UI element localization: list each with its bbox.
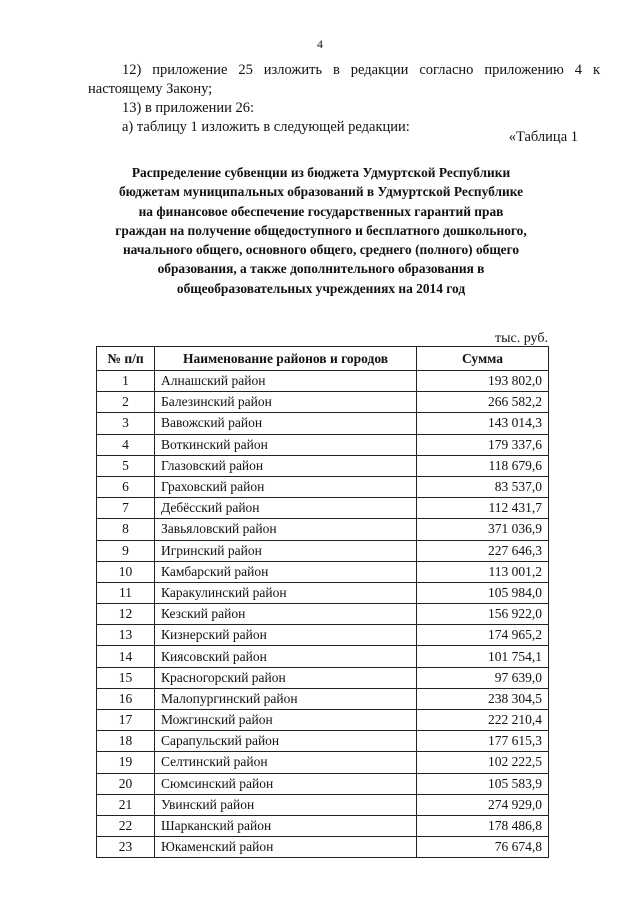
row-number: 5 [97, 455, 155, 476]
row-number: 9 [97, 540, 155, 561]
amount-value: 83 537,0 [417, 476, 549, 497]
district-name: Граховский район [155, 476, 417, 497]
table-row [97, 773, 549, 794]
amount-value: 222 210,4 [417, 710, 549, 731]
row-number: 22 [97, 815, 155, 836]
amount-value: 227 646,3 [417, 540, 549, 561]
amount-value: 266 582,2 [417, 392, 549, 413]
row-number: 17 [97, 710, 155, 731]
district-name: Селтинский район [155, 752, 417, 773]
district-name: Завьяловский район [155, 519, 417, 540]
amount-value: 238 304,5 [417, 688, 549, 709]
table-row [97, 667, 549, 688]
table-row [97, 455, 549, 476]
district-name: Сарапульский район [155, 731, 417, 752]
row-number: 10 [97, 561, 155, 582]
row-number: 19 [97, 752, 155, 773]
amount-value: 143 014,3 [417, 413, 549, 434]
row-number: 2 [97, 392, 155, 413]
district-name: Можгинский район [155, 710, 417, 731]
amount-value: 105 984,0 [417, 582, 549, 603]
header-name: Наименование районов и городов [155, 347, 417, 371]
district-name: Красногорский район [155, 667, 417, 688]
table-row [97, 815, 549, 836]
row-number: 12 [97, 604, 155, 625]
row-number: 21 [97, 794, 155, 815]
amount-value: 156 922,0 [417, 604, 549, 625]
table-row [97, 837, 549, 858]
header-amount: Сумма [417, 347, 549, 371]
district-name: Сюмсинский район [155, 773, 417, 794]
document-title: Распределение субвенции из бюджета Удмуртской Республики бюджетам муниципальных образований в Удмуртской Республике на финансовое обеспечение государственных гарантий прав граждан на получение общедоступного и бесплатного дошкольного, начального общего, основного общего, среднего (полного) общего образования, а также дополнительного образования в общеобразовательных учреждениях на 2014 год [115, 165, 527, 296]
row-number: 1 [97, 371, 155, 392]
row-number: 6 [97, 476, 155, 497]
amount-value: 178 486,8 [417, 815, 549, 836]
row-number: 8 [97, 519, 155, 540]
amount-value: 371 036,9 [417, 519, 549, 540]
district-name: Шарканский район [155, 815, 417, 836]
amount-value: 177 615,3 [417, 731, 549, 752]
table-row [97, 688, 549, 709]
row-number: 18 [97, 731, 155, 752]
table-row [97, 731, 549, 752]
subsidy-table [96, 346, 549, 858]
district-name: Юкаменский район [155, 837, 417, 858]
row-number: 15 [97, 667, 155, 688]
amount-value: 193 802,0 [417, 371, 549, 392]
unit-label: тыс. руб. [495, 331, 548, 346]
row-number: 4 [97, 434, 155, 455]
amount-value: 97 639,0 [417, 667, 549, 688]
district-name: Игринский район [155, 540, 417, 561]
district-name: Увинский район [155, 794, 417, 815]
table-row [97, 540, 549, 561]
amount-value: 102 222,5 [417, 752, 549, 773]
paragraph-item-13: 13) в приложении 26: [122, 100, 255, 116]
table-row [97, 434, 549, 455]
amount-value: 76 674,8 [417, 837, 549, 858]
district-name: Камбарский район [155, 561, 417, 582]
row-number: 3 [97, 413, 155, 434]
table-row [97, 625, 549, 646]
paragraph-item-12: 12) приложение 25 изложить в редакции согласно приложению 4 к настоящему Закону; [88, 62, 600, 97]
table-row [97, 710, 549, 731]
row-number: 16 [97, 688, 155, 709]
district-name: Киясовский район [155, 646, 417, 667]
row-number: 23 [97, 837, 155, 858]
amount-value: 112 431,7 [417, 498, 549, 519]
table-row [97, 582, 549, 603]
table-row [97, 646, 549, 667]
row-number: 11 [97, 582, 155, 603]
amount-value: 274 929,0 [417, 794, 549, 815]
row-number: 14 [97, 646, 155, 667]
district-name: Воткинский район [155, 434, 417, 455]
amount-value: 113 001,2 [417, 561, 549, 582]
district-name: Малопургинский район [155, 688, 417, 709]
table-reference: «Таблица 1 [508, 129, 578, 145]
table-row [97, 561, 549, 582]
district-name: Балезинский район [155, 392, 417, 413]
district-name: Дебёсский район [155, 498, 417, 519]
amount-value: 101 754,1 [417, 646, 549, 667]
table-row [97, 752, 549, 773]
table-row [97, 794, 549, 815]
district-name: Кезский район [155, 604, 417, 625]
amount-value: 174 965,2 [417, 625, 549, 646]
table-row [97, 498, 549, 519]
table-row [97, 604, 549, 625]
district-name: Кизнерский район [155, 625, 417, 646]
district-name: Алнашский район [155, 371, 417, 392]
row-number: 13 [97, 625, 155, 646]
amount-value: 179 337,6 [417, 434, 549, 455]
table-row [97, 371, 549, 392]
page-number: 4 [317, 37, 323, 51]
district-name: Глазовский район [155, 455, 417, 476]
table-row [97, 413, 549, 434]
district-name: Вавожский район [155, 413, 417, 434]
header-number: № п/п [97, 347, 155, 371]
table-row [97, 519, 549, 540]
amount-value: 105 583,9 [417, 773, 549, 794]
table-header-row [97, 347, 549, 371]
amount-value: 118 679,6 [417, 455, 549, 476]
paragraph-item-13a: а) таблицу 1 изложить в следующей редакции: [122, 119, 410, 135]
table-row [97, 476, 549, 497]
row-number: 7 [97, 498, 155, 519]
table-row [97, 392, 549, 413]
district-name: Каракулинский район [155, 582, 417, 603]
row-number: 20 [97, 773, 155, 794]
